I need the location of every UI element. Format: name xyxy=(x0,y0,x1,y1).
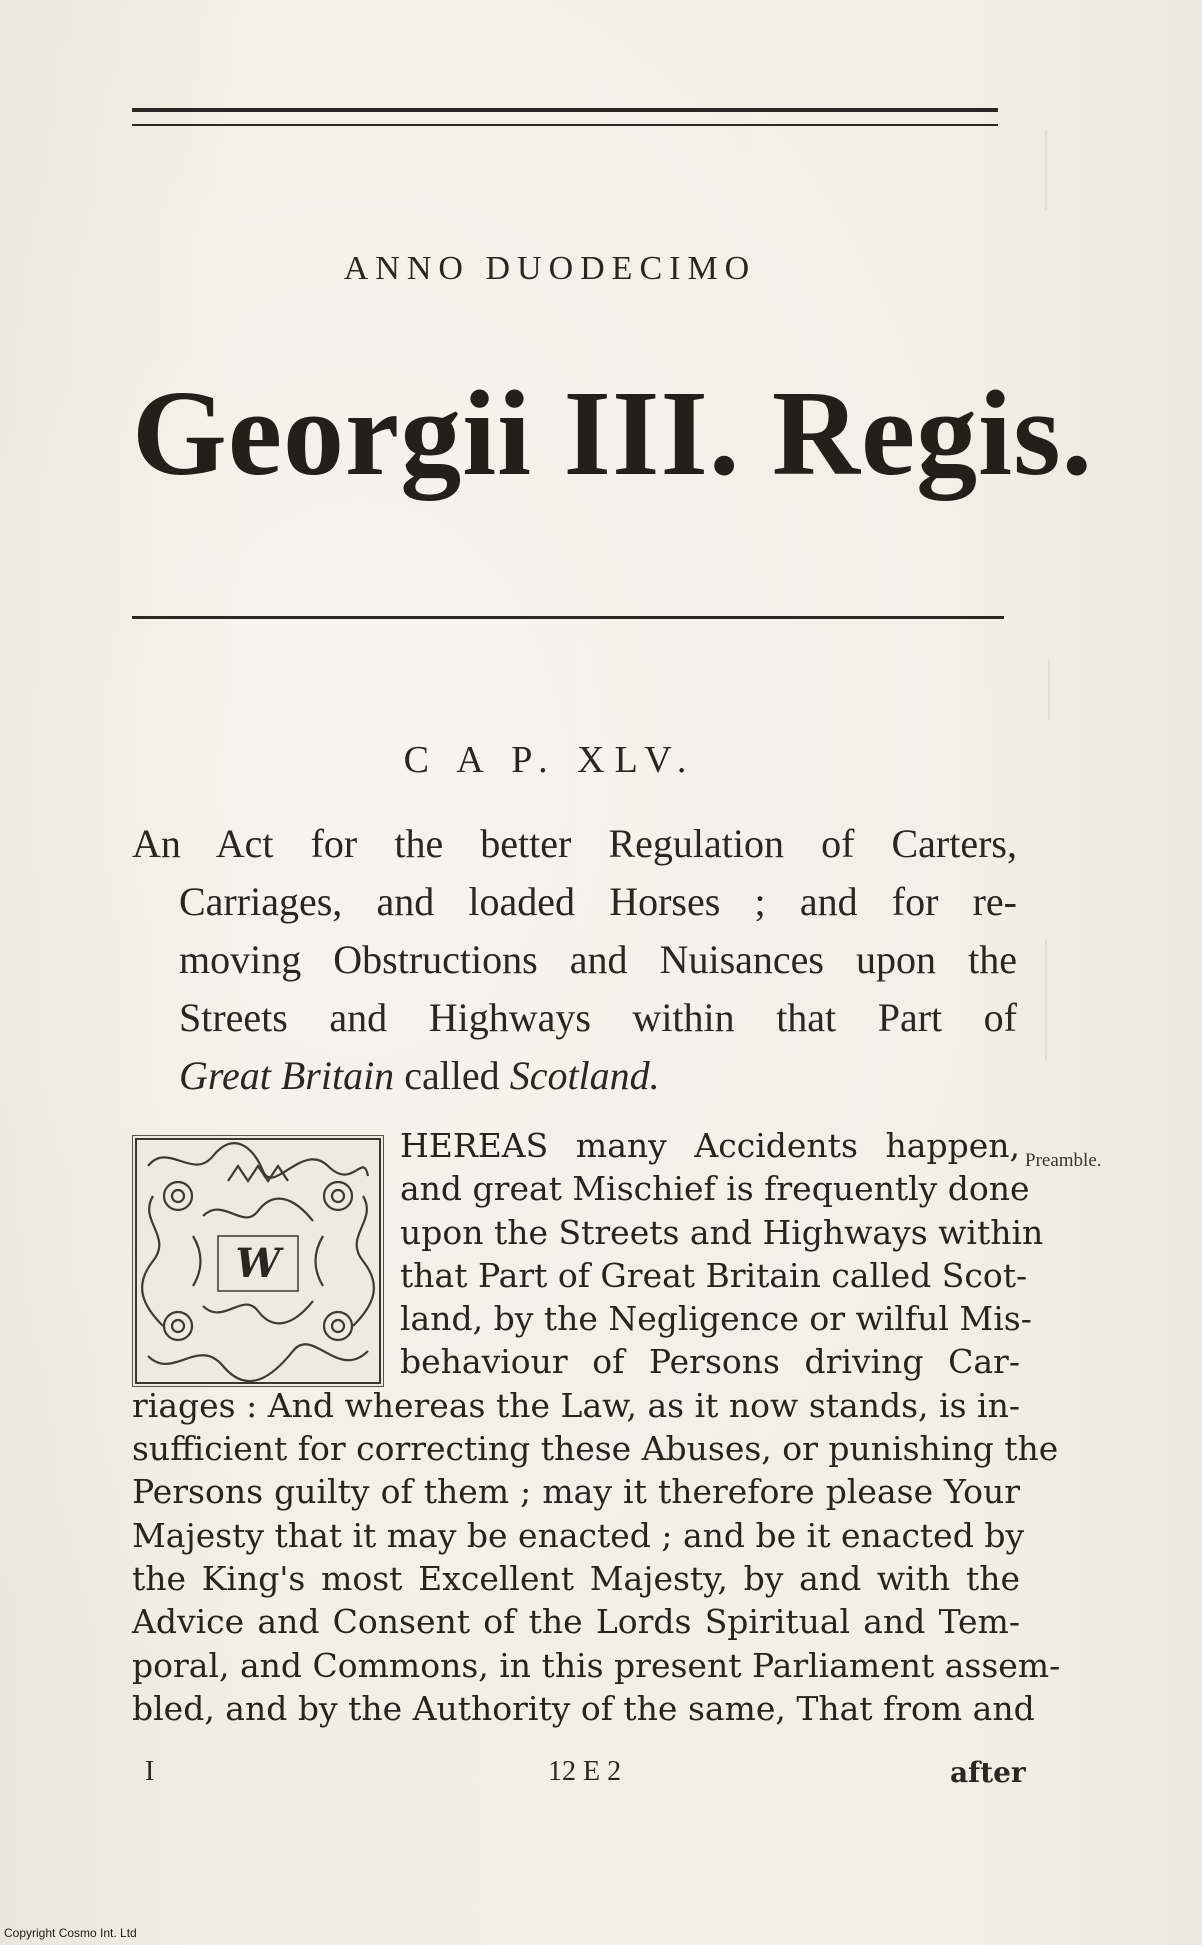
margin-bleed-through-2 xyxy=(1048,660,1150,720)
called-text: called xyxy=(394,1053,510,1098)
anno-heading: ANNO DUODECIMO xyxy=(343,250,757,287)
body-line: upon the Streets and Highways within xyxy=(400,1212,1044,1252)
reign-title: Georgii III. Regis. xyxy=(132,366,1094,501)
body-line: and great Mischief is frequently done xyxy=(400,1169,1030,1209)
body-line: that Part of Great Britain called Scot- xyxy=(400,1255,1028,1295)
act-title-line: An Act for the better Regulation of Carters, xyxy=(132,821,1017,866)
footer-signature: 12 E 2 xyxy=(548,1756,622,1787)
margin-note-preamble: Preamble. xyxy=(1025,1150,1102,1171)
body-line: Persons guilty of them ; may it therefore please Your xyxy=(132,1472,1020,1512)
drop-cap-letter: W xyxy=(235,1240,281,1287)
footer-catchword: after xyxy=(950,1756,1026,1789)
body-line: sufficient for correcting these Abuses, or punishing the xyxy=(132,1429,1059,1469)
footer-left-mark: I xyxy=(145,1756,155,1787)
act-title-line: moving Obstructions and Nuisances upon the xyxy=(179,937,1017,982)
act-title-line: Carriages, and loaded Horses ; and for re- xyxy=(179,879,1017,924)
body-line: the King's most Excellent Majesty, by and with the xyxy=(132,1558,1020,1598)
body-line: land, by the Negligence or wilful Mis- xyxy=(400,1299,1032,1339)
body-line: Advice and Consent of the Lords Spiritual and Tem- xyxy=(132,1602,1020,1642)
mid-rule xyxy=(132,616,1004,619)
body-line: poral, and Commons, in this present Parliament assem- xyxy=(132,1645,1061,1685)
copyright-notice: Copyright Cosmo Int. Ltd xyxy=(4,1926,137,1940)
top-rule-thin xyxy=(132,124,998,126)
body-line: behaviour of Persons driving Car- xyxy=(400,1342,1020,1382)
body-line: riages : And whereas the Law, as it now stands, is in- xyxy=(132,1385,1020,1425)
place-great-britain: Great Britain xyxy=(179,1053,395,1098)
body-line: HEREAS many Accidents happen, xyxy=(400,1126,1020,1165)
act-title-last-line xyxy=(132,1047,1017,1105)
margin-bleed-through xyxy=(1045,130,1187,210)
act-body-text xyxy=(132,1124,1061,1730)
place-scotland: Scotland. xyxy=(509,1053,660,1098)
top-rule-thick xyxy=(132,108,998,112)
body-line: Majesty that it may be enacted ; and be it enacted by xyxy=(132,1515,1025,1555)
margin-bleed-through-3 xyxy=(1045,940,1167,1060)
chapter-heading: C A P. XLV. xyxy=(403,739,697,781)
act-title-line: Streets and Highways within that Part of xyxy=(179,995,1017,1040)
act-title xyxy=(132,815,1017,1105)
body-line: bled, and by the Authority of the same, That from and xyxy=(132,1688,1035,1728)
